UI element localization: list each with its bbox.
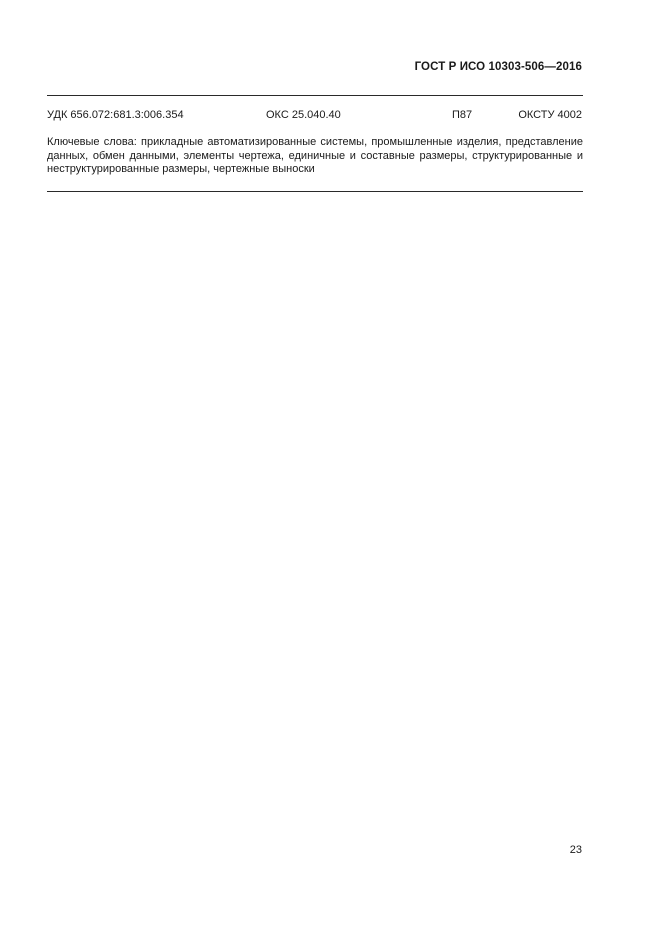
standard-code: ГОСТ Р ИСО 10303-506—2016 <box>414 61 582 73</box>
oks-code: ОКС 25.040.40 <box>266 109 341 121</box>
top-divider <box>47 95 583 96</box>
bottom-divider <box>47 191 583 192</box>
okstu-code: ОКСТУ 4002 <box>518 109 582 121</box>
udk-code: УДК 656.072:681.3:006.354 <box>47 109 184 121</box>
keywords-paragraph: Ключевые слова: прикладные автоматизированные системы, промышленные изделия, представление данных, обмен данными, элементы чертежа, единичные и составные размеры, структурированные и неструктурированные размеры, чертежные выноски <box>47 136 583 175</box>
page-number: 23 <box>569 844 582 856</box>
okp-code: П87 <box>452 109 473 121</box>
